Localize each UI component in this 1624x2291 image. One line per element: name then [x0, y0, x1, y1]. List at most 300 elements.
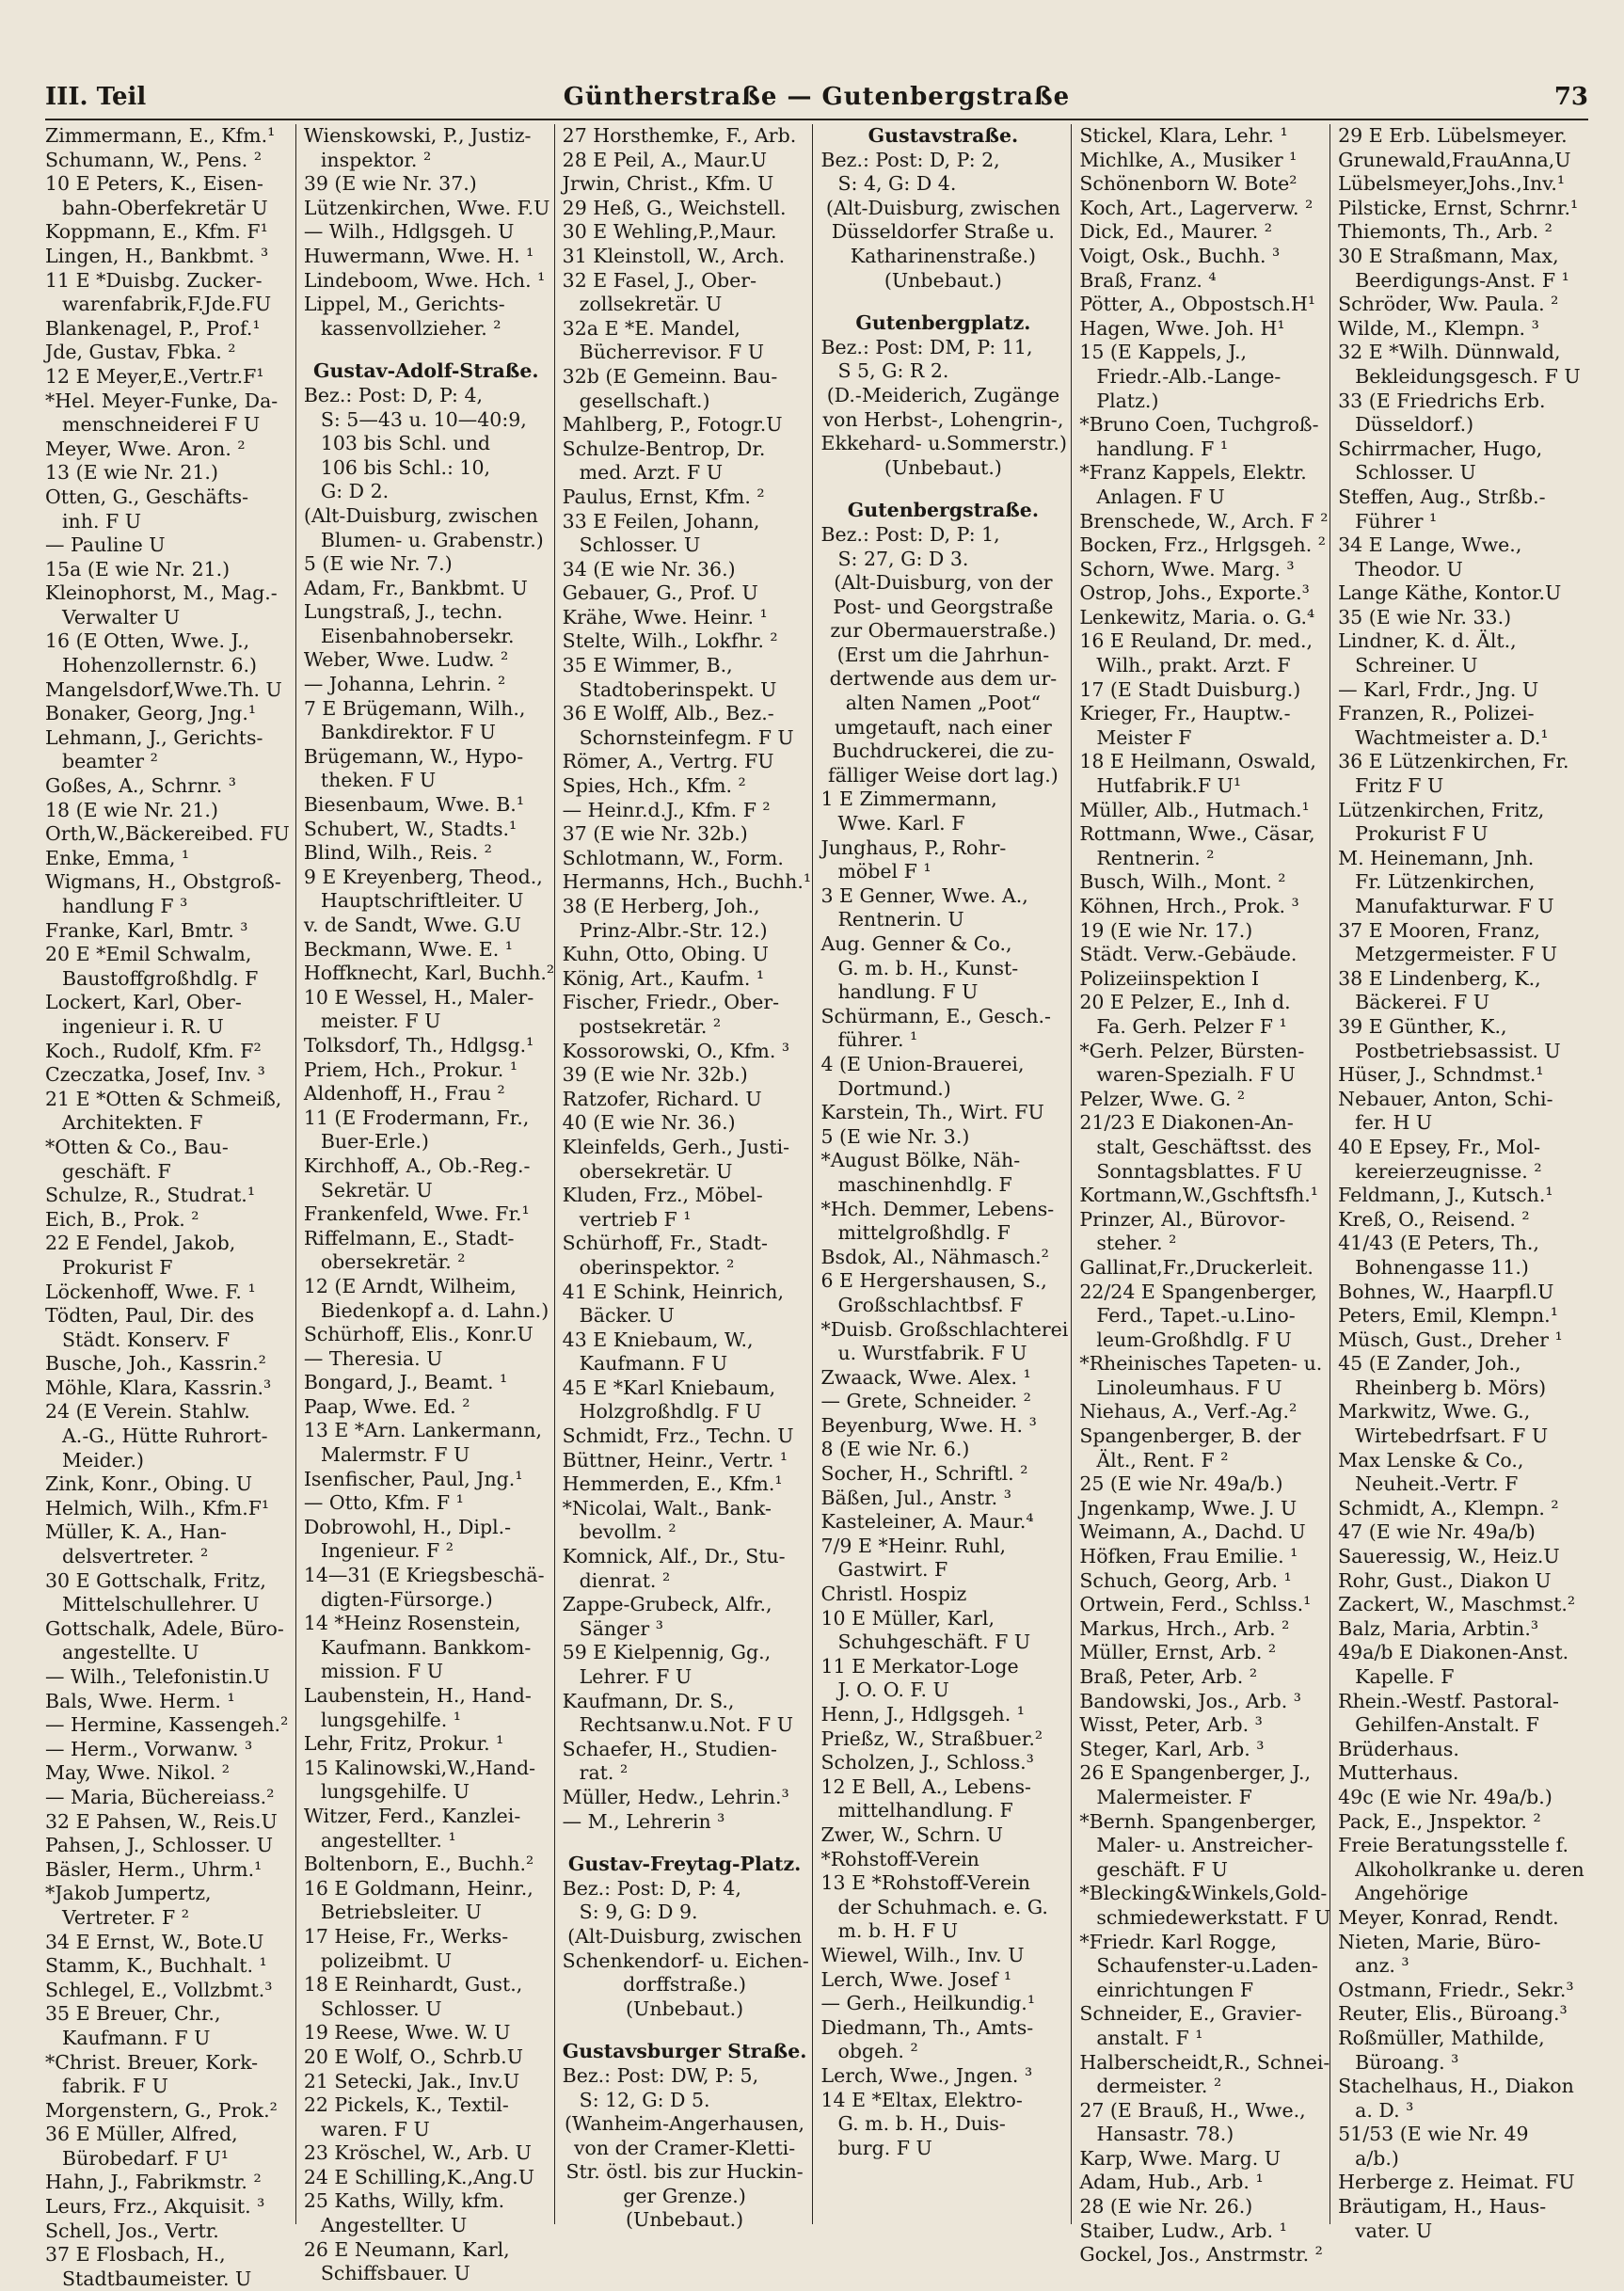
directory-line: Lützenkirchen, Wwe. F.U — [303, 196, 550, 219]
directory-line: dertwende aus dem ur- — [829, 667, 1058, 691]
directory-line: ingenieur i. R. U — [62, 1014, 224, 1038]
directory-line: Linoleumhaus. F U — [1096, 1376, 1282, 1399]
directory-line: Zwer, W., Schrn. U — [820, 1822, 1004, 1846]
directory-line: Stachelhaus, H., Diakon — [1338, 2075, 1574, 2098]
directory-line: Peters, Emil, Klempn.¹ — [1338, 1304, 1558, 1328]
directory-line: Bocken, Frz., Hrlgsgeh. ² — [1079, 533, 1326, 557]
directory-line: Str. östl. bis zur Huckin- — [565, 2160, 804, 2184]
directory-line: 39 E Günther, K., — [1338, 1014, 1507, 1038]
directory-line: Jrwin, Christ., Kfm. U — [562, 172, 774, 196]
directory-line: Schneider, E., Gravier- — [1079, 2002, 1302, 2026]
directory-line: umgetauft, nach einer — [834, 715, 1052, 739]
directory-line: Karstein, Th., Wirt. FU — [820, 1101, 1044, 1124]
directory-line: Schröder, Ww. Paula. ² — [1338, 293, 1559, 316]
directory-line: Schlosser. U — [579, 533, 701, 557]
directory-line: Saueressig, W., Heiz.U — [1338, 1545, 1560, 1568]
directory-line: geschäft. F — [62, 1159, 171, 1183]
directory-line: Schlosser. U — [320, 1997, 442, 2020]
directory-line: 22/24 E Spangenberger, — [1079, 1280, 1317, 1303]
directory-line: Wirtebedrfsart. F U — [1355, 1424, 1549, 1448]
directory-line: 37 E Mooren, Franz, — [1338, 918, 1540, 942]
directory-line: Gehilfen-Anstalt. F — [1355, 1713, 1539, 1737]
directory-line: 15 (E Kappels, J., — [1079, 341, 1248, 364]
directory-line: Henn, J., Hdlgsgeh. ¹ — [820, 1703, 1026, 1726]
directory-line: 14—31 (E Kriegsbeschä- — [303, 1564, 545, 1587]
directory-line: 12 E Meyer,E.,Vertr.F¹ — [45, 364, 264, 388]
directory-line: Meyer, Konrad, Rendt. — [1338, 1905, 1559, 1929]
directory-line: Schlosser. U — [1355, 461, 1476, 485]
directory-line: Goßes, A., Schrnr. ³ — [45, 774, 236, 798]
directory-line: Weber, Wwe. Ludw. ² — [303, 648, 509, 672]
directory-line: 25 (E wie Nr. 49a/b.) — [1079, 1472, 1283, 1496]
directory-line: 39 (E wie Nr. 37.) — [303, 172, 477, 196]
directory-line: Pötter, A., Obpostsch.H¹ — [1079, 293, 1316, 316]
directory-line: 29 Heß, G., Weichstell. — [562, 196, 787, 219]
directory-line: (Wanheim-Angerhausen, — [565, 2112, 805, 2136]
directory-line: Scholzen, J., Schloss.³ — [820, 1751, 1034, 1774]
directory-line: Wilh., prakt. Arzt. F — [1096, 654, 1291, 677]
directory-line: 28 (E wie Nr. 26.) — [1079, 2195, 1253, 2219]
directory-line: Wilde, M., Klempn. ³ — [1338, 316, 1539, 340]
directory-line: Sonntagsblattes. F U — [1096, 1159, 1303, 1183]
directory-line: Maler- u. Anstreicher- — [1096, 1834, 1314, 1857]
directory-line: Lehmann, J., Gerichts- — [45, 725, 263, 749]
directory-line: 7/9 E *Heinr. Ruhl, — [820, 1534, 1006, 1557]
directory-line: *Rheinisches Tapeten- u. — [1079, 1352, 1323, 1376]
directory-line: S: 27, G: D 3. — [837, 547, 969, 570]
directory-line: 47 (E wie Nr. 49a/b) — [1338, 1520, 1536, 1544]
directory-line: Fa. Gerh. Pelzer F ¹ — [1096, 1014, 1287, 1038]
directory-line: Müller, Hedw., Lehrin.³ — [562, 1785, 789, 1808]
directory-line: menschneiderei F U — [62, 413, 261, 437]
directory-line: Max Lenske & Co., — [1338, 1448, 1524, 1472]
directory-line: Kleinophorst, M., Mag.- — [45, 581, 278, 605]
page-number: 73 — [1553, 83, 1588, 111]
directory-line: Schulze, R., Studrat.¹ — [45, 1184, 256, 1207]
directory-line: Architekten. F — [62, 1111, 203, 1135]
directory-line: Stadtbaumeister. U — [62, 2267, 252, 2290]
directory-line: Rohr, Gust., Diakon U — [1338, 1568, 1552, 1592]
directory-line: König, Art., Kaufm. ¹ — [562, 966, 765, 990]
directory-line: Bäckerei. F U — [1355, 991, 1489, 1014]
directory-line: Pahsen, J., Schlosser. U — [45, 1834, 274, 1857]
directory-line: Kuhn, Otto, Obing. U — [562, 943, 769, 966]
directory-line: 45 (E Zander, Joh., — [1338, 1352, 1521, 1376]
directory-line: Diedmann, Th., Amts- — [820, 2015, 1034, 2039]
directory-line: Koch., Rudolf, Kfm. F² — [45, 1039, 262, 1062]
directory-line: Socher, H., Schriftl. ² — [820, 1462, 1028, 1486]
directory-line: Zimmermann, E., Kfm.¹ — [45, 124, 276, 147]
directory-line: 22 Pickels, K., Textil- — [303, 2093, 509, 2117]
directory-line: Lindner, K. d. Ält., — [1338, 629, 1517, 653]
directory-line: Beckmann, Wwe. E. ¹ — [303, 937, 514, 961]
directory-line: *Hel. Meyer-Funke, Da- — [45, 389, 279, 412]
directory-line: Bez.: Post: D, P: 4, — [562, 1876, 741, 1900]
directory-line: Prokurist F — [62, 1255, 173, 1279]
directory-line: Junghaus, P., Rohr- — [820, 835, 1007, 859]
directory-line: Ält., Rent. F ² — [1096, 1448, 1229, 1472]
directory-line: Lenkewitz, Maria. o. G.⁴ — [1079, 605, 1315, 628]
directory-line: 51/53 (E wie Nr. 49 — [1338, 2123, 1529, 2146]
directory-line: 43 E Kniebaum, W., — [562, 1328, 754, 1351]
directory-line: Bongard, J., Beamt. ¹ — [303, 1371, 508, 1394]
directory-line: Buchdruckerei, die zu- — [832, 740, 1055, 763]
directory-line: Hagen, Wwe. Joh. H¹ — [1079, 316, 1285, 340]
directory-line: Lange Käthe, Kontor.U — [1338, 581, 1562, 605]
directory-line: Kossorowski, O., Kfm. ³ — [562, 1039, 790, 1062]
directory-line: angestellte. U — [62, 1641, 199, 1664]
directory-line: Bohnengasse 11.) — [1355, 1255, 1529, 1279]
directory-line: zollsekretär. U — [579, 293, 723, 316]
directory-line: kassenvollzieher. ² — [320, 316, 502, 340]
directory-line: Spangenberger, B. der — [1079, 1424, 1301, 1448]
directory-line: *Friedr. Karl Rogge, — [1079, 1930, 1278, 1953]
directory-line: 12 (E Arndt, Wilheim, — [303, 1274, 517, 1297]
directory-line: Bräutigam, H., Haus- — [1338, 2195, 1547, 2219]
directory-line: Bez.: Post: DM, P: 11, — [820, 335, 1033, 358]
directory-line: Spies, Hch., Kfm. ² — [562, 774, 746, 798]
directory-line: (Unbebaut.) — [626, 1997, 744, 2020]
directory-line: obgeh. ² — [837, 2040, 918, 2063]
directory-line: (Alt-Duisburg, zwischen — [567, 1924, 803, 1948]
directory-line: — M., Lehrerin ³ — [562, 1809, 725, 1833]
directory-line: Fischer, Friedr., Ober- — [562, 991, 780, 1014]
directory-line: postsekretär. ² — [579, 1014, 722, 1038]
directory-line: Kasteleiner, A. Maur.⁴ — [820, 1510, 1034, 1534]
directory-line: Meyer, Wwe. Aron. ² — [45, 437, 246, 460]
directory-line: ger Grenze.) — [623, 2184, 746, 2207]
directory-line: Dick, Ed., Maurer. ² — [1079, 220, 1273, 244]
street-heading: Gutenbergstraße. — [847, 499, 1039, 522]
directory-line: — Johanna, Lehrin. ² — [303, 673, 506, 696]
directory-line: 20 E Wolf, O., Schrb.U — [303, 2044, 523, 2068]
directory-line: 14 *Heinz Rosenstein, — [303, 1612, 521, 1635]
street-heading: Gustavsburger Straße. — [562, 2040, 807, 2063]
directory-line: 20 E Pelzer, E., Inh d. — [1079, 991, 1291, 1014]
directory-line: Müller, Alb., Hutmach.¹ — [1079, 798, 1310, 821]
directory-line: Bez.: Post: DW, P: 5, — [562, 2063, 759, 2087]
directory-line: Biesenbaum, Wwe. B.¹ — [303, 793, 525, 817]
directory-line: m. b. H. F U — [837, 1919, 959, 1943]
directory-line: Bücherrevisor. F U — [579, 341, 765, 364]
directory-line: — Herm., Vorwanw. ³ — [45, 1737, 253, 1760]
directory-line: Bals, Wwe. Herm. ¹ — [45, 1689, 235, 1712]
directory-line: — Heinr.d.J., Kfm. F ² — [562, 798, 771, 821]
directory-line: 40 (E wie Nr. 36.) — [562, 1111, 736, 1135]
directory-line: mission. F U — [320, 1660, 444, 1683]
directory-line: Paulus, Ernst, Kfm. ² — [562, 485, 765, 508]
directory-line: 35 E Wimmer, B., — [562, 654, 733, 677]
section-gap — [820, 480, 1065, 499]
directory-line: handlung F ³ — [62, 895, 188, 917]
directory-line: Brenschede, W., Arch. F ² — [1079, 509, 1329, 533]
directory-line: leum-Großhdlg. F U — [1096, 1328, 1292, 1351]
directory-line: 33 (E Friedrichs Erb. — [1338, 389, 1546, 412]
section-gap — [563, 1834, 807, 1853]
directory-line: — Pauline U — [45, 533, 166, 557]
directory-line: Rechtsanw.u.Not. F U — [579, 1713, 794, 1737]
directory-line: Lippel, M., Gerichts- — [303, 293, 505, 316]
directory-line: möbel F ¹ — [837, 860, 931, 883]
directory-line: Kaufmann. Bankkom- — [320, 1635, 532, 1659]
directory-line: *Franz Kappels, Elektr. — [1079, 461, 1307, 485]
directory-line: Gebauer, G., Prof. U — [562, 581, 758, 605]
directory-line: 21 Setecki, Jak., Inv.U — [303, 2069, 520, 2092]
directory-line: Dobrowohl, H., Dipl.- — [303, 1515, 512, 1538]
directory-line: Gottschalk, Adele, Büro- — [45, 1616, 284, 1640]
directory-line: Beyenburg, Wwe. H. ³ — [820, 1413, 1037, 1437]
directory-line: Karp, Wwe. Marg. U — [1079, 2146, 1282, 2170]
directory-line: Post- und Georgstraße — [833, 595, 1054, 618]
directory-line: obersekretär. ² — [320, 1250, 466, 1274]
directory-line: schmiedewerkstatt. F U — [1096, 1905, 1331, 1929]
directory-line: — Wilh., Hdlgsgeh. U — [303, 220, 515, 244]
directory-line: S 5, G: R 2. — [837, 359, 949, 383]
directory-line: 19 (E wie Nr. 17.) — [1079, 918, 1253, 942]
directory-line: S: 9, G: D 9. — [579, 1901, 698, 1924]
directory-line: Hüser, J., Schndmst.¹ — [1338, 1063, 1544, 1087]
directory-line: 7 E Brügemann, Wilh., — [303, 696, 526, 720]
directory-line: Bez.: Post: D, P: 2, — [820, 148, 1000, 171]
directory-line: Metzgermeister. F U — [1355, 943, 1557, 966]
directory-line: Hemmerden, E., Kfm.¹ — [562, 1472, 783, 1496]
directory-line: Möhle, Klara, Kassrin.³ — [45, 1376, 272, 1399]
directory-line: dorffstraße.) — [623, 1973, 747, 1997]
directory-line: — Hermine, Kassengeh.² — [45, 1713, 289, 1737]
directory-line: Bäsler, Herm., Uhrm.¹ — [45, 1857, 263, 1881]
directory-line: Biedenkopf a. d. Lahn.) — [320, 1298, 549, 1322]
directory-line: Zappe-Grubeck, Alfr., — [562, 1593, 772, 1616]
directory-line: burg. F U — [837, 2136, 932, 2159]
directory-line: (D.-Meiderich, Zugänge — [826, 383, 1060, 406]
directory-line: Schulze-Bentrop, Dr. — [562, 437, 766, 460]
directory-line: Dortmund.) — [837, 1076, 951, 1100]
directory-line: Schaufenster-u.Laden- — [1096, 1954, 1318, 1978]
directory-line: (Erst um die Jahrhun- — [836, 643, 1050, 666]
directory-line: 1 E Zimmermann, — [820, 788, 997, 811]
street-heading: Gustav-Freytag-Platz. — [567, 1853, 802, 1876]
directory-line: Tolksdorf, Th., Hdlgsg.¹ — [303, 1033, 534, 1057]
directory-line: Schlotmann, W., Form. — [562, 846, 784, 869]
directory-line: Lindeboom, Wwe. Hch. ¹ — [303, 268, 546, 292]
directory-line: Angehörige — [1355, 1882, 1469, 1905]
section-gap — [563, 2021, 807, 2040]
directory-line: Kluden, Frz., Möbel- — [562, 1184, 763, 1207]
directory-line: 103 bis Schl. und — [320, 432, 491, 455]
directory-line: 45 E *Karl Kniebaum, — [562, 1376, 776, 1399]
directory-line: Gallinat,Fr.,Druckerleit. — [1079, 1255, 1314, 1279]
directory-line: Schlegel, E., Vollzbmt.³ — [45, 1978, 273, 2001]
directory-line: 16 (E Otten, Wwe. J., — [45, 629, 250, 653]
directory-line: 29 E Erb. Lübelsmeyer. — [1338, 124, 1568, 147]
directory-line: Voigt, Osk., Buchh. ³ — [1079, 244, 1281, 267]
directory-line: Düsseldorf.) — [1355, 413, 1474, 437]
directory-line: Frankenfeld, Wwe. Fr.¹ — [303, 1202, 530, 1226]
directory-line: 21 E *Otten & Schmeiß, — [45, 1087, 282, 1110]
directory-line: Priem, Hch., Prokur. ¹ — [303, 1058, 518, 1081]
directory-line: Aug. Genner & Co., — [820, 932, 1012, 955]
directory-line: Malermstr. F U — [320, 1443, 470, 1467]
directory-line: 24 (E Verein. Stahlw. — [45, 1400, 250, 1424]
directory-line: Adam, Fr., Bankbmt. U — [303, 576, 528, 599]
directory-line: mittelhandlung. F — [837, 1799, 1013, 1822]
directory-line: Pack, E., Jnspektor. ² — [1338, 1809, 1541, 1833]
directory-line: Kapelle. F — [1355, 1665, 1455, 1688]
directory-line: Koch, Art., Lagerverw. ² — [1079, 196, 1314, 219]
directory-line: Führer ¹ — [1355, 509, 1438, 533]
directory-line: Witzer, Ferd., Kanzlei- — [303, 1804, 521, 1827]
directory-line: Beerdigungs-Anst. F ¹ — [1355, 268, 1569, 292]
directory-line: dermeister. ² — [1096, 2075, 1222, 2098]
directory-line: Baustoffgroßhdlg. F — [62, 966, 259, 990]
directory-line: May, Wwe. Nikol. ² — [45, 1761, 230, 1785]
directory-line: Jngenkamp, Wwe. J. U — [1079, 1496, 1298, 1519]
directory-line: Städt. Konserv. F — [62, 1328, 231, 1351]
directory-line: Schorn, Wwe. Marg. ³ — [1079, 557, 1295, 581]
directory-line: Fr. Lützenkirchen, — [1355, 870, 1536, 894]
directory-line: inh. F U — [62, 509, 142, 533]
directory-line: Kaufmann. F U — [62, 2026, 211, 2049]
directory-line: 39 (E wie Nr. 32b.) — [562, 1063, 748, 1087]
directory-line: Anlagen. F U — [1096, 485, 1225, 508]
section-gap — [820, 293, 1065, 311]
directory-line: 22 E Fendel, Jakob, — [45, 1232, 236, 1255]
directory-line: 6 E Hergershausen, S., — [820, 1269, 1047, 1293]
directory-line: Ferd., Tapet.-u.Lino- — [1096, 1304, 1296, 1328]
directory-line: *Otten & Co., Bau- — [45, 1135, 229, 1158]
directory-line: waren-Spezialh. F U — [1096, 1063, 1296, 1087]
directory-line: Schönenborn W. Bote² — [1079, 172, 1298, 196]
directory-line: Hermanns, Hch., Buchh.¹ — [562, 870, 812, 894]
directory-line: Laubenstein, H., Hand- — [303, 1684, 532, 1707]
directory-line: anz. ³ — [1355, 1954, 1409, 1978]
directory-line: Huwermann, Wwe. H. ¹ — [303, 244, 534, 267]
directory-line: Manufakturwar. F U — [1355, 895, 1554, 917]
directory-line: Czeczatka, Josef, Inv. ³ — [45, 1063, 265, 1087]
header-rule — [45, 119, 1588, 120]
directory-line: Schaefer, H., Studien- — [562, 1737, 777, 1760]
directory-line: Kaufmann. F U — [579, 1352, 728, 1376]
directory-line: obersekretär. U — [579, 1159, 733, 1183]
directory-line: Stelte, Wilh., Lokfhr. ² — [562, 629, 778, 653]
directory-line: Stickel, Klara, Lehr. ¹ — [1079, 124, 1288, 147]
directory-line: lungsgehilfe. ¹ — [320, 1708, 461, 1731]
directory-line: Kreß, O., Reisend. ² — [1338, 1207, 1530, 1231]
directory-line: Bandowski, Jos., Arb. ³ — [1079, 1689, 1301, 1712]
directory-line: Blankenagel, P., Prof.¹ — [45, 316, 261, 340]
directory-line: *Rohstoff-Verein — [820, 1847, 979, 1870]
directory-line: Schuhgeschäft. F U — [837, 1631, 1031, 1654]
directory-line: 36 E Müller, Alfred, — [45, 2123, 238, 2146]
directory-line: Brüderhaus. — [1338, 1737, 1459, 1760]
directory-line: Blumen- u. Grabenstr.) — [320, 528, 544, 551]
directory-line: Köhnen, Hrch., Prok. ³ — [1079, 895, 1299, 917]
directory-line: Müller, K. A., Han- — [45, 1520, 227, 1544]
directory-line: 9 E Kreyenberg, Theod., — [303, 865, 543, 888]
directory-line: delsvertreter. ² — [62, 1545, 209, 1568]
directory-line: 10 E Müller, Karl, — [820, 1606, 995, 1630]
directory-line: Lingen, H., Bankbmt. ³ — [45, 244, 269, 267]
directory-line: Löckenhoff, Wwe. F. ¹ — [45, 1280, 256, 1303]
directory-line: digten-Fürsorge.) — [320, 1587, 493, 1611]
directory-line: Bürobedarf. F U¹ — [62, 2146, 229, 2170]
directory-line: 30 E Gottschalk, Fritz, — [45, 1568, 266, 1592]
directory-line: Staiber, Ludw., Arb. ¹ — [1079, 2219, 1287, 2242]
directory-line: 10 E Peters, K., Eisen- — [45, 172, 263, 196]
directory-line: Theodor. U — [1355, 557, 1463, 581]
directory-line: Zink, Konr., Obing. U — [45, 1472, 252, 1496]
directory-line: *Gerh. Pelzer, Bürsten- — [1079, 1039, 1305, 1062]
directory-line: J. O. O. F. U — [837, 1678, 949, 1702]
directory-line: 30 E Straßmann, Max, — [1338, 244, 1559, 267]
directory-line: Ekkehard- u.Sommerstr.) — [820, 432, 1067, 455]
directory-line: 31 Kleinstoll, W., Arch. — [562, 244, 786, 267]
directory-line: 26 E Spangenberger, J., — [1079, 1761, 1311, 1785]
directory-line: Ostmann, Friedr., Sekr.³ — [1338, 1978, 1574, 2001]
directory-line: fälliger Weise dort lag.) — [828, 763, 1059, 787]
directory-line: Wwe. Karl. F — [837, 812, 965, 835]
directory-line: Hahn, J., Fabrikmstr. ² — [45, 2171, 262, 2194]
directory-line: Otten, G., Geschäfts- — [45, 485, 249, 508]
directory-line: 59 E Kielpennig, Gg., — [562, 1641, 772, 1664]
directory-line: (Alt-Duisburg, zwischen — [825, 196, 1060, 219]
directory-columns — [45, 124, 1588, 2290]
directory-line: Riffelmann, E., Stadt- — [303, 1226, 515, 1249]
directory-line: Wachtmeister a. D.¹ — [1355, 725, 1549, 749]
directory-line: Prießz, W., Straßbuer.² — [820, 1726, 1043, 1750]
column-2 — [295, 124, 555, 2285]
directory-line: Braß, Peter, Arb. ² — [1079, 1665, 1258, 1688]
directory-line: Wienskowski, P., Justiz- — [303, 124, 532, 147]
directory-line: Lübelsmeyer,Johs.,Inv.¹ — [1338, 172, 1566, 196]
directory-line: maschinenhdlg. F — [837, 1172, 1012, 1196]
directory-line: 4 (E Union-Brauerei, — [820, 1052, 1025, 1075]
directory-line: Boltenborn, E., Buchh.² — [303, 1853, 534, 1876]
directory-line: inspektor. ² — [320, 148, 432, 171]
column-6 — [1329, 124, 1588, 2242]
directory-line: 37 (E wie Nr. 32b.) — [562, 822, 748, 846]
directory-line: 10 E Wessel, H., Maler- — [303, 985, 534, 1009]
directory-line: 3 E Genner, Wwe. A., — [820, 883, 1028, 907]
directory-line: *Nicolai, Walt., Bank- — [562, 1496, 772, 1519]
directory-line: Großschlachtbsf. F — [837, 1293, 1024, 1316]
directory-line: 16 E Goldmann, Heinr., — [303, 1876, 533, 1900]
directory-line: — Wilh., Telefonistin.U — [45, 1665, 270, 1688]
directory-line: Isenfischer, Paul, Jng.¹ — [303, 1467, 523, 1490]
directory-line: Braß, Franz. ⁴ — [1079, 268, 1217, 292]
directory-line: — Otto, Kfm. F ¹ — [303, 1491, 464, 1515]
directory-line: Bonaker, Georg, Jng.¹ — [45, 702, 257, 725]
directory-line: von der Cramer-Kletti- — [573, 2136, 796, 2159]
directory-line: Michlke, A., Musiker ¹ — [1079, 148, 1298, 171]
directory-line: Krähe, Wwe. Heinr. ¹ — [562, 605, 768, 628]
directory-line: Meider.) — [62, 1448, 144, 1472]
directory-line: 8 (E wie Nr. 6.) — [820, 1438, 970, 1461]
directory-line: Polizeiinspektion I — [1079, 966, 1260, 990]
directory-line: (Alt-Duisburg, von der — [834, 571, 1053, 595]
directory-line: 35 (E wie Nr. 33.) — [1338, 605, 1512, 628]
directory-line: Schiffsbauer. U — [320, 2262, 470, 2285]
directory-line: 11 E Merkator-Loge — [820, 1654, 1019, 1678]
directory-line: Bez.: Post: D, P: 1, — [820, 522, 1000, 546]
directory-line: Fritz F U — [1355, 774, 1444, 798]
directory-line: handlung. F ¹ — [1096, 437, 1229, 460]
directory-line: Schmidt, Frz., Techn. U — [562, 1424, 794, 1448]
directory-line: 40 E Epsey, Fr., Mol- — [1338, 1135, 1540, 1158]
directory-line: Bez.: Post: D, P: 4, — [303, 383, 484, 406]
directory-line: 41 E Schink, Heinrich, — [562, 1280, 785, 1303]
directory-line: Katharinenstraße.) — [850, 244, 1036, 267]
